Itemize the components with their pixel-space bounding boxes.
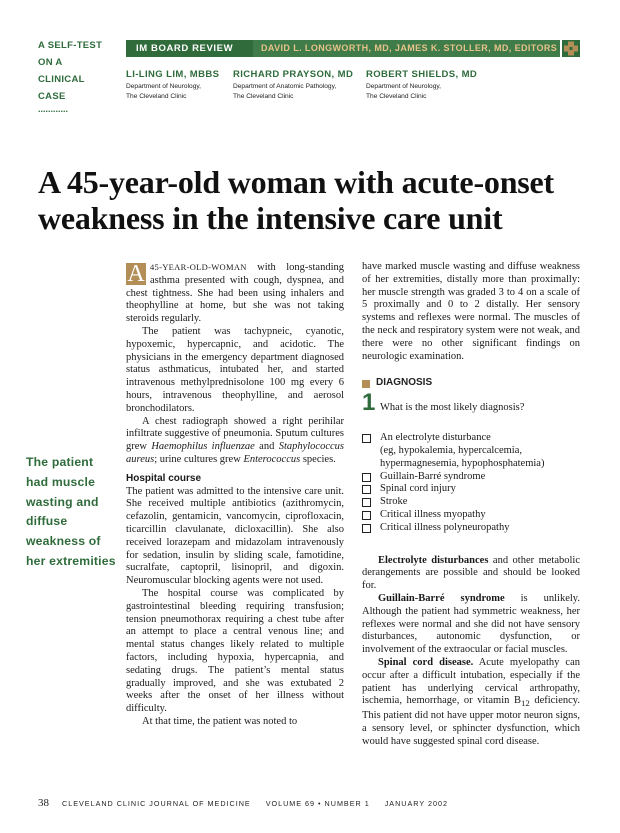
term: Spinal cord disease. xyxy=(378,656,474,668)
option-label: Spinal cord injury xyxy=(380,483,456,495)
text-run: species. xyxy=(300,453,336,465)
author-block xyxy=(126,69,219,102)
text-run: ; urine cultures grew xyxy=(154,453,244,465)
self-test-line: ON A xyxy=(38,57,63,68)
editors-bar xyxy=(253,40,560,57)
organism-name: Haemophilus influenzae xyxy=(151,441,255,453)
author-institution: The Cleveland Clinic xyxy=(126,93,187,100)
diagnosis-heading xyxy=(362,377,580,390)
text-run: and other metabolic derangements are possible and should be looked for. xyxy=(362,554,580,592)
issue-date: JANUARY 2002 xyxy=(384,799,448,808)
organism-name: Enterococcus xyxy=(243,453,301,465)
question-text: What is the most likely diagnosis? xyxy=(380,402,525,414)
article-title: A 45-year-old woman with acute-onset weakness in the intensive care unit xyxy=(38,164,555,236)
option-label: Critical illness polyneuropathy xyxy=(380,521,510,533)
checkbox-icon xyxy=(362,498,371,507)
paragraph xyxy=(362,657,580,749)
journal-name: CLEVELAND CLINIC JOURNAL OF MEDICINE xyxy=(62,799,251,808)
page-number: 38 xyxy=(38,797,49,809)
body-column-right xyxy=(362,261,580,749)
subscript: 12 xyxy=(520,698,530,709)
page-footer xyxy=(38,797,460,809)
paragraph xyxy=(362,555,580,593)
text-run: is unlikely. Although the patient had symmetric weakness, her reflexes were normal and she did not have sensory disturbances, autonomic dysfunction, or involvement of the extraocular or facial muscles. xyxy=(362,592,580,656)
author-dept: Department of Neurology, xyxy=(126,83,202,90)
text-run: and xyxy=(254,441,279,453)
option-label: Critical illness myopathy xyxy=(380,508,486,520)
drop-cap: A xyxy=(127,261,145,287)
answer-option xyxy=(362,483,580,496)
paragraph: At that time, the patient was noted to xyxy=(142,715,298,727)
intro-text: with long-standing asthma presented with cough, dyspnea, and chest tightness. She had been using inhalers and theophylline at home, but she was not taking steroids regularly. xyxy=(126,262,344,325)
checkbox-icon xyxy=(362,485,371,494)
journal-logo-icon xyxy=(562,40,580,57)
organism-name: Staphylococcus aureus xyxy=(126,441,344,465)
editors-text: DAVID L. LONGWORTH, MD, JAMES K. STOLLER, MD, EDITORS xyxy=(261,43,558,53)
self-test-label xyxy=(38,37,108,113)
paragraph: The patient was admitted to the intensive care unit. She received multiple antibiotics (azithromycin, cefazolin, gentamicin, vancomycin, ciprofloxacin, ticarcillin clavulanate, dicloxacillin). She also received lorazepam and midazolam intravenously for sedation, insulin by sliding scale, famotidine, sucralfate, captopril, lisinopril, and digoxin. Neuromuscular blocking agents were not used. xyxy=(126,485,344,587)
term: Guillain-Barré syndrome xyxy=(378,592,505,604)
section-banner xyxy=(126,40,560,57)
pull-quote: The patient had muscle wasting and diffuse weakness of her extremities xyxy=(26,455,116,568)
checkbox-icon xyxy=(362,511,371,520)
diagnosis-heading-label: DIAGNOSIS xyxy=(376,377,433,389)
text-run: A chest radiograph showed a right perihilar infiltrate suggestive of pneumonia. Sputum cultures grew xyxy=(126,415,344,453)
answer-option xyxy=(362,522,580,535)
author-block xyxy=(366,69,477,102)
text-run: Acute myelopathy can occur after a difficult intubation, especially if the patient has underlying cervical arthropathy, ischemia, hemorrhage, or vitamin B xyxy=(362,656,581,707)
question xyxy=(362,389,580,426)
checkbox-icon xyxy=(362,473,371,482)
paragraph xyxy=(126,416,344,467)
option-detail: (eg, hypokalemia, hypercalcemia, hypermagnesemia, hypophosphatemia) xyxy=(380,444,545,469)
self-test-line: CASE xyxy=(38,91,66,102)
author-dept: Department of Neurology, xyxy=(366,83,442,90)
author-name: RICHARD PRAYSON, MD xyxy=(233,69,354,80)
author-name: ROBERT SHIELDS, MD xyxy=(366,69,478,80)
text-run: deficiency. This patient did not have upper motor neuron signs, a sensory level, or sphincter dysfunction, which would have suggested spinal cord disease. xyxy=(362,695,580,747)
intro-paragraph xyxy=(126,261,344,326)
intro-smallcaps: 45-YEAR-OLD-WOMAN xyxy=(150,262,247,272)
volume-number: VOLUME 69 • NUMBER 1 xyxy=(265,799,370,808)
answer-option xyxy=(362,471,580,484)
option-label: An electrolyte disturbance xyxy=(380,432,491,444)
section-subhead: Hospital course xyxy=(126,472,202,484)
paragraph: The patient was tachypneic, cyanotic, hypoxemic, hypercapnic, and acidotic. The physicians in the emergency department diagnosed status asthmaticus, intubated her, and started intravenous methylprednisolone 100 mg every 6 hours, intravenous theophylline, and aerosol bronchodilators. xyxy=(126,325,344,414)
paragraph: The hospital course was complicated by gastrointestinal bleeding requiring transfusion; tension pneumothorax requiring a chest tube after an attempt to place a central venous line; and mental status changes likely related to multiple factors, including hypoxia, hypercapnia, and sedating drugs. The patient’s mental status gradually improved, and she was extubated 2 weeks after the onset of her illness without difficulty. xyxy=(126,587,344,715)
body-column-left xyxy=(126,261,344,729)
author-institution: The Cleveland Clinic xyxy=(366,93,427,100)
checkbox-icon xyxy=(362,524,371,533)
self-test-dots: ............ xyxy=(38,104,69,114)
author-dept: Department of Anatomic Pathology, xyxy=(233,83,337,90)
author-name: LI-LING LIM, MBBS xyxy=(126,69,220,80)
self-test-line: A SELF-TEST xyxy=(38,40,103,51)
option-label: Guillain-Barré syndrome xyxy=(380,470,486,482)
paragraph xyxy=(362,593,580,657)
heading-square-icon xyxy=(362,380,370,388)
answer-option xyxy=(362,496,580,509)
option-label: Stroke xyxy=(380,496,408,508)
question-number: 1 xyxy=(362,389,376,417)
term: Electrolyte disturbances xyxy=(378,554,489,566)
answer-option xyxy=(362,432,580,470)
section-title: IM BOARD REVIEW xyxy=(136,43,234,54)
author-institution: The Cleveland Clinic xyxy=(233,93,294,100)
checkbox-icon xyxy=(362,434,371,443)
paragraph: have marked muscle wasting and diffuse weakness of her extremities, distally more than proximally: her muscle strength was graded 3 to 4 on a scale of 5 proximally and 0 to 2 distally. Her sensory systems and reflexes were normal. The muscles of the neck and respiratory system were not weak, and there were no other significant findings on neurologic examination. xyxy=(362,261,580,362)
self-test-line: CLINICAL xyxy=(38,74,85,85)
answer-option xyxy=(362,509,580,522)
author-block xyxy=(233,69,353,102)
